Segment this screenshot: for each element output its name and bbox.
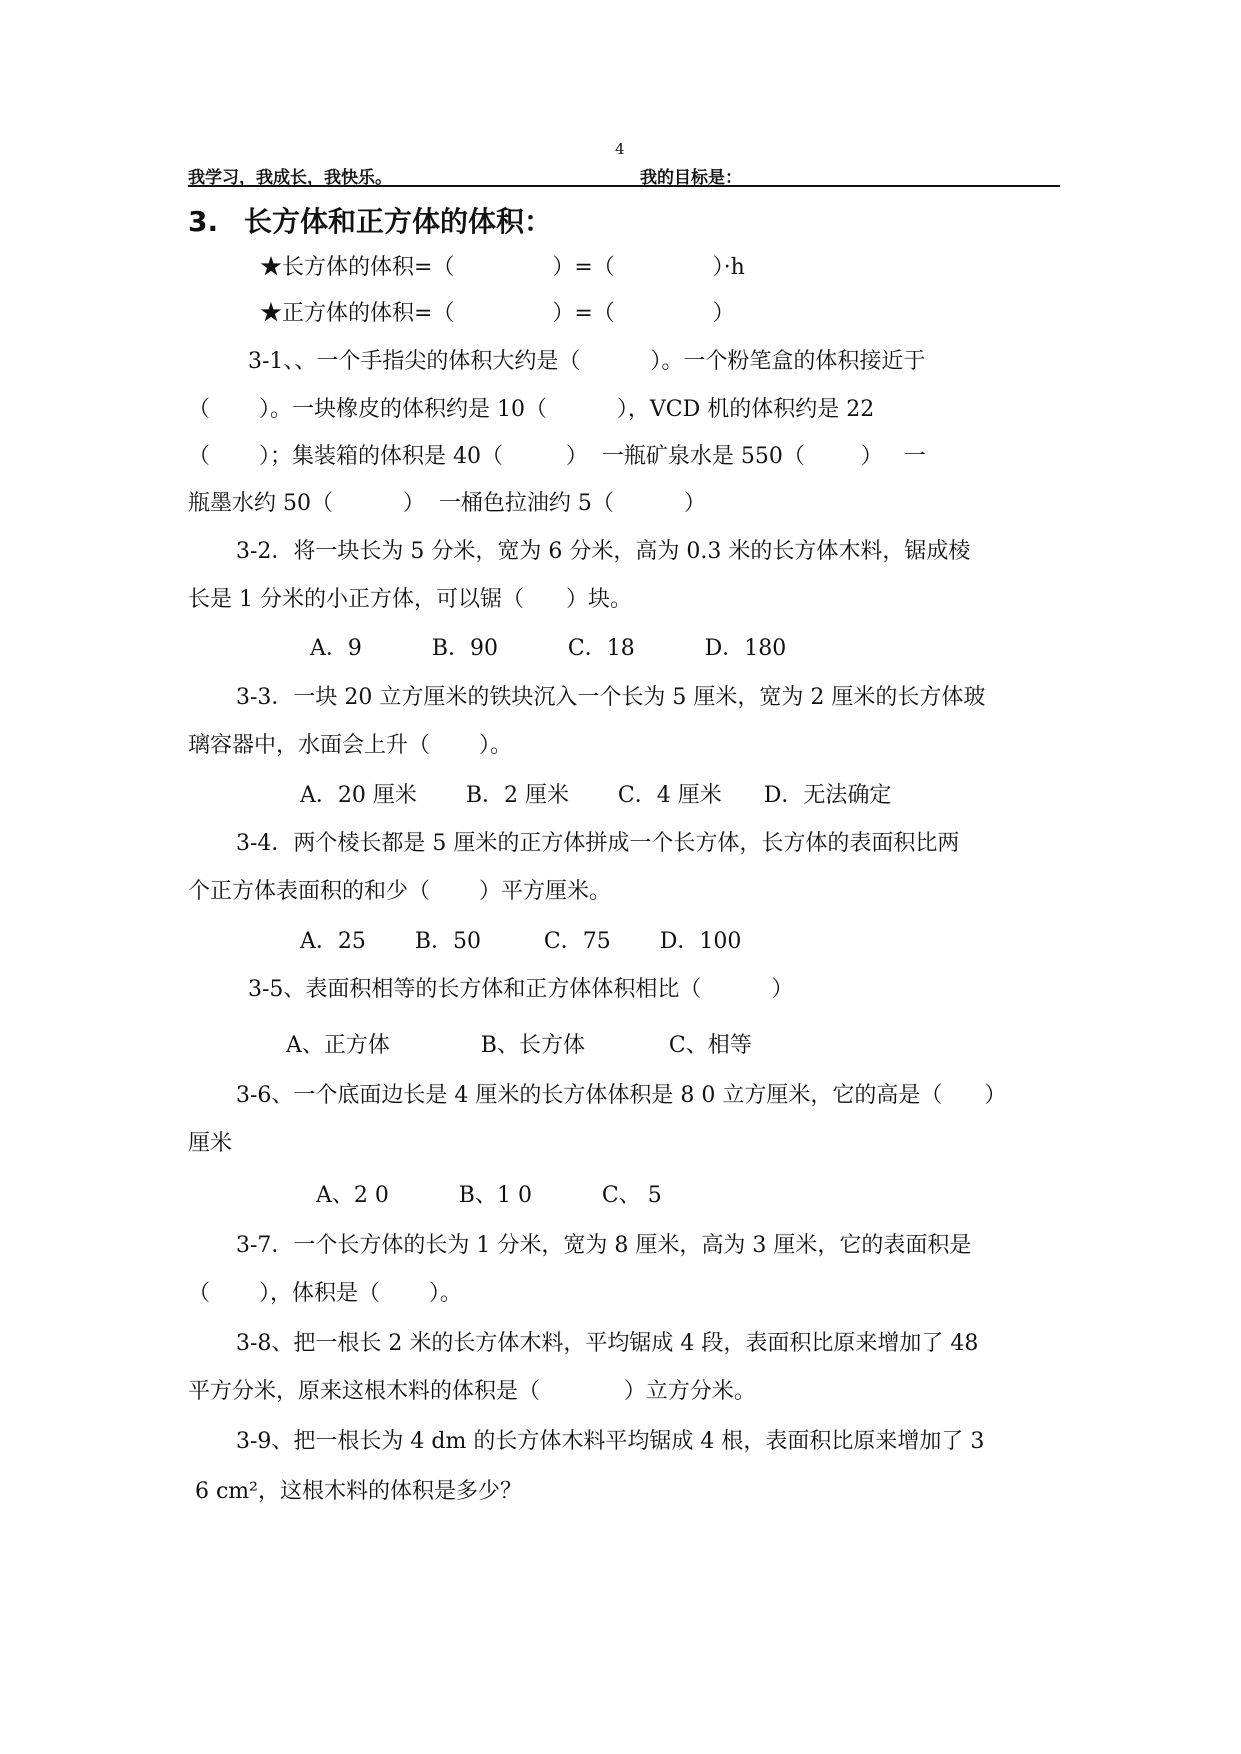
text-line: （ ）。一块橡皮的体积约是 10（ ），VCD 机的体积约是 22 bbox=[188, 397, 875, 422]
text-line: 平方分米，原来这根木料的体积是（ ）立方分米。 bbox=[188, 1379, 756, 1404]
formula-cuboid: ★长方体的体积=（ ）=（ ）·h bbox=[260, 255, 745, 280]
text-line: 3-3．一块 20 立方厘米的铁块沉入一个长为 5 厘米，宽为 2 厘米的长方体玻 bbox=[236, 685, 986, 710]
text-line: （ ）；集装箱的体积是 40（ ） 一瓶矿泉水是 550（ ） 一 bbox=[188, 444, 926, 469]
text-line: 3-8、把一根长 2 米的长方体木料，平均锯成 4 段，表面积比原来增加了 48 bbox=[236, 1331, 979, 1356]
options-line: A、正方体 B、长方体 C、相等 bbox=[286, 1033, 752, 1058]
text-line: 3-2．将一块长为 5 分米，宽为 6 分米，高为 0.3 米的长方体木料，锯成棱 bbox=[236, 539, 971, 564]
text-line: 厘米 bbox=[188, 1131, 233, 1156]
text-line: 3-5、表面积相等的长方体和正方体体积相比（ ） bbox=[248, 977, 794, 1002]
text-line: 3-4．两个棱长都是 5 厘米的正方体拼成一个长方体，长方体的表面积比两 bbox=[236, 831, 960, 856]
header-rule bbox=[188, 185, 1060, 187]
options-line: A．20 厘米 B．2 厘米 C．4 厘米 D．无法确定 bbox=[300, 783, 892, 808]
text-line: 瓶墨水约 50（ ） 一桶色拉油约 5（ ） bbox=[188, 491, 706, 516]
text-line: 长是 1 分米的小正方体，可以锯（ ）块。 bbox=[188, 587, 632, 612]
formula-cube: ★正方体的体积=（ ）=（ ） bbox=[260, 301, 735, 326]
text-line: 3-9、把一根长为 4 dm 的长方体木料平均锯成 4 根，表面积比原来增加了 3 bbox=[236, 1429, 985, 1454]
text-line: 3-1、、一个手指尖的体积大约是（ ）。一个粉笔盒的体积接近于 bbox=[248, 349, 926, 374]
text-line: 璃容器中，水面会上升（ ）。 bbox=[188, 733, 512, 758]
page-number: 4 bbox=[615, 140, 625, 158]
text-line: 个正方体表面积的和少（ ）平方厘米。 bbox=[188, 879, 611, 904]
options-line: A、2 0 B、1 0 C、 5 bbox=[316, 1183, 662, 1208]
options-line: A．25 B．50 C．75 D．100 bbox=[300, 929, 742, 954]
section-number: 3. bbox=[188, 205, 219, 238]
text-line: （ ），体积是（ ）。 bbox=[188, 1281, 462, 1306]
header-goal: 我的目标是： bbox=[640, 168, 742, 188]
section-title-text: 长方体和正方体的体积： bbox=[244, 205, 553, 238]
header-motto: 我学习，我成长，我快乐。 bbox=[188, 168, 392, 188]
text-line: 6 cm²，这根木料的体积是多少？ bbox=[188, 1479, 522, 1504]
options-line: A．9 B．90 C．18 D．180 bbox=[310, 636, 787, 661]
text-line: 3-6、一个底面边长是 4 厘米的长方体体积是 8 0 立方厘米，它的高是（ ） bbox=[236, 1083, 1007, 1108]
text-line: 3-7．一个长方体的长为 1 分米，宽为 8 厘米，高为 3 厘米，它的表面积是 bbox=[236, 1233, 972, 1258]
section-title bbox=[188, 200, 552, 240]
